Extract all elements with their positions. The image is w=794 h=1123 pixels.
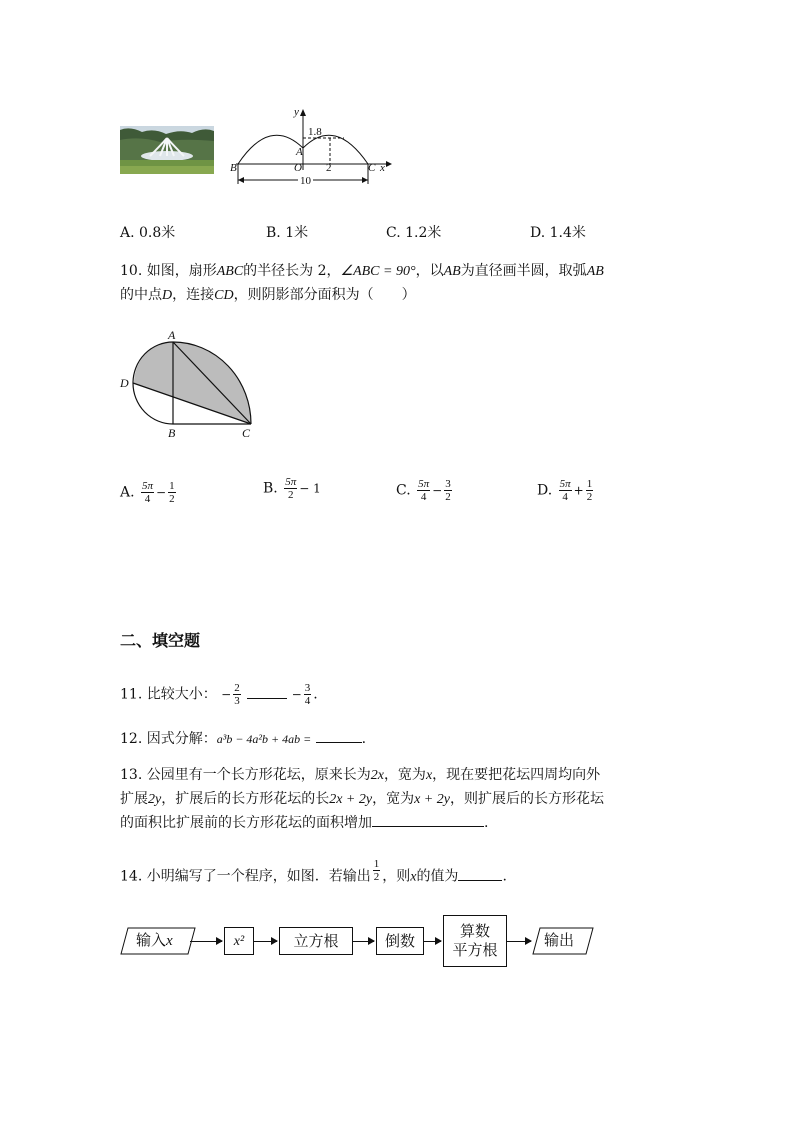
flow-arrow (190, 941, 222, 942)
answer-blank[interactable] (247, 684, 287, 699)
label-A: A (296, 146, 303, 158)
flow-arrow (424, 941, 441, 942)
section-heading: 二、填空题 (120, 631, 201, 650)
fraction: $\frac{5\pi}{4}$ (142, 480, 154, 505)
parabola-figure (226, 104, 396, 192)
reciprocal-box: 倒数 (376, 927, 424, 955)
sector-figure (112, 328, 262, 444)
cube-root-box: 立方根 (279, 927, 353, 955)
label-x: x (380, 162, 385, 174)
q13-line3: 的面积比扩展前的长方形花坛的面积增加 . (120, 812, 488, 834)
q10-option-a[interactable]: A. $\frac{5\pi}{4}$ − $\frac{1}{2}$ (120, 480, 175, 505)
answer-blank[interactable] (372, 812, 484, 827)
fraction: $\frac{1}{2}$ (169, 480, 175, 505)
fraction: $\frac{1}{2}$ (586, 478, 593, 503)
label-10: 10 (300, 175, 311, 187)
label-B: B (230, 162, 237, 174)
q10-option-b[interactable]: B. $\frac{5\pi}{2}$ − 1 (263, 476, 321, 501)
flow-arrow (353, 941, 374, 942)
q14: 14. 小明编写了一个程序，如图．若输出 $\frac{1}{2}$ ，则x的值为 . (120, 858, 507, 885)
q10-option-c[interactable]: C. $\frac{5\pi}{4}$ − $\frac{3}{2}$ (396, 478, 451, 503)
fraction: $\frac{3}{4}$ (304, 682, 311, 707)
q13-line2: 扩展2y，扩展后的长方形花坛的长2x + 2y，宽为x + 2y，则扩展后的长方形花坛 (120, 791, 604, 807)
input-parallelogram: 输入x (120, 927, 196, 955)
label-1-8: 1.8 (308, 126, 322, 138)
label-A: A (168, 328, 176, 342)
fraction: $\frac{1}{2}$ (373, 858, 380, 883)
square-box: x² (224, 927, 254, 955)
answer-blank[interactable] (458, 866, 502, 881)
label-C: C (242, 426, 251, 440)
label-y: y (294, 106, 299, 118)
fraction: $\frac{5\pi}{4}$ (559, 478, 571, 503)
fraction: $\frac{2}{3}$ (234, 682, 240, 707)
fountain-photo (120, 126, 214, 174)
q9-option-c[interactable]: C. 1.2米 (386, 225, 442, 241)
fraction: $\frac{3}{2}$ (445, 478, 451, 503)
sqrt-box: 算数 平方根 (443, 915, 507, 967)
flow-arrow (254, 941, 277, 942)
label-C: C (368, 162, 376, 174)
q12: 12. 因式分解：a³b − 4a²b + 4ab = . (120, 728, 366, 750)
label-D: D (120, 376, 129, 390)
q9-option-d[interactable]: D. 1.4米 (530, 225, 586, 241)
q9-option-a[interactable]: A. 0.8米 (120, 225, 176, 241)
q13-line1: 13. 公园里有一个长方形花坛，原来长为2x，宽为x，现在要把花坛四周均向外 (120, 767, 601, 783)
label-2: 2 (326, 162, 332, 174)
fraction: $\frac{5\pi}{4}$ (418, 478, 430, 503)
label-O: O (294, 162, 302, 174)
answer-blank[interactable] (316, 728, 362, 743)
q9-option-b[interactable]: B. 1米 (266, 225, 309, 241)
fraction: $\frac{5\pi}{2}$ (285, 476, 297, 501)
label-B: B (168, 426, 176, 440)
q10-option-d[interactable]: D. $\frac{5\pi}{4}$ + $\frac{1}{2}$ (537, 478, 593, 503)
output-parallelogram: 输出 (532, 927, 594, 955)
q10-line2: 的中点D，连接CD，则阴影部分面积为（ ） (120, 287, 416, 303)
q11: 11. 比较大小： − $\frac{2}{3}$ − $\frac{3}{4}$ . (120, 682, 318, 707)
flow-arrow (507, 941, 531, 942)
q10-line1: 10. 如图，扇形ABC的半径长为 2，∠ABC = 90°，以AB为直径画半圆，取弧AB (120, 263, 604, 279)
